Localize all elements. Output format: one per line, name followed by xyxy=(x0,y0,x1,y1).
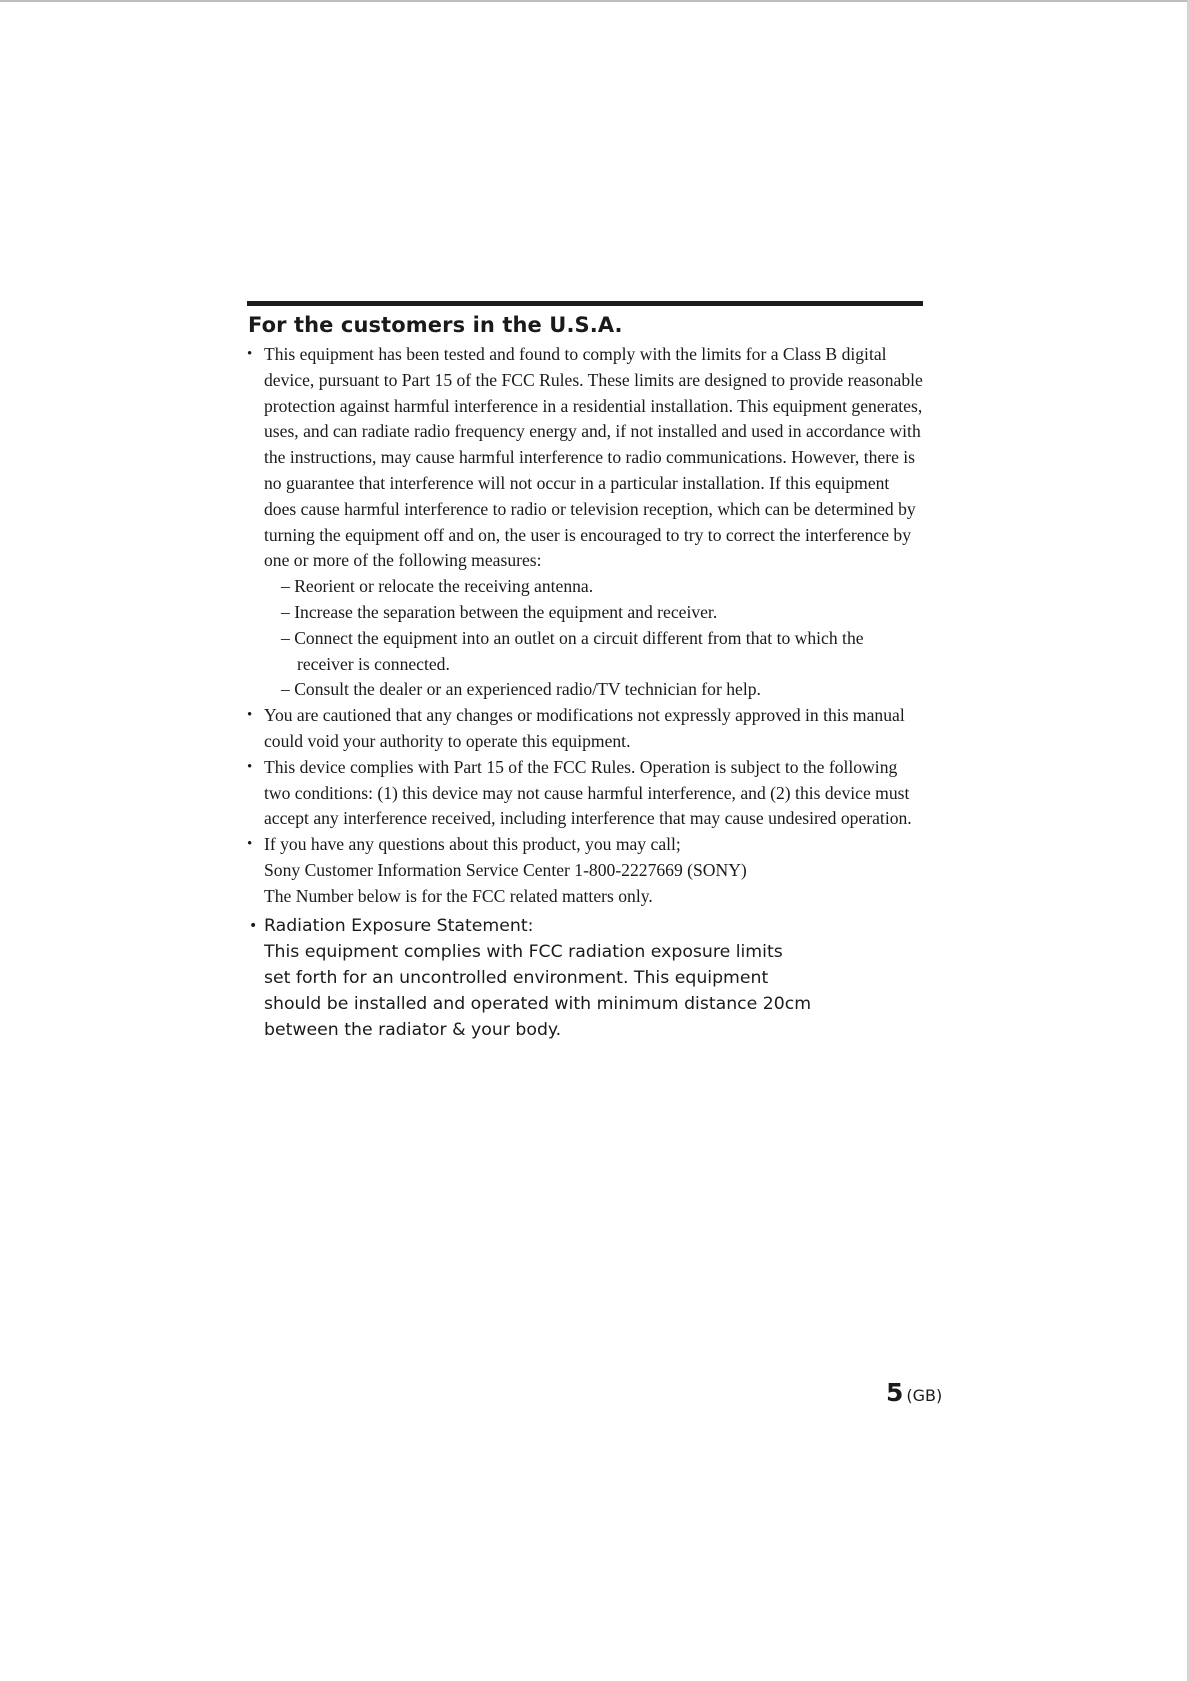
bullet-dot-icon: • xyxy=(249,917,258,934)
measure-item: – Increase the separation between the equipment and receiver. xyxy=(281,601,718,622)
page-number-suffix: (GB) xyxy=(906,1386,943,1405)
bullet-compliance xyxy=(247,342,923,703)
page-number xyxy=(886,1378,942,1407)
radiation-line: between the radiator & your body. xyxy=(264,1019,562,1040)
radiation-line: should be installed and operated with minimum distance 20cm xyxy=(264,993,812,1014)
radiation-statement xyxy=(247,913,923,1043)
measure-item: – Consult the dealer or an experienced radio/TV technician for help. xyxy=(281,679,761,700)
contact-line: • If you have any questions about this product, you may call; xyxy=(264,834,681,855)
section-title: For the customers in the U.S.A. xyxy=(248,313,623,337)
measure-item: – Reorient or relocate the receiving antenna. xyxy=(281,576,594,597)
fcc-section xyxy=(247,301,923,1043)
section-rule xyxy=(247,301,923,306)
compliance-text: • This equipment has been tested and found to comply with the limits for a Class B digital device, pursuant to Part 15 of the FCC Rules. These limits are designed to provide reasonable protection against harmful interference in a residential installation. This equipment generates, uses, and can radiate radio frequency energy and, if not installed and used in accordance with the instructions, may cause harmful interference to radio communications. However, there is no guarantee that interference will not occur in a particular installation. If this equipment does cause harmful interference to radio or television reception, which can be determined by turning the equipment off and on, the user is encouraged to try to correct the interference by one or more of the following measures: xyxy=(264,344,923,571)
fcc-text-block xyxy=(247,342,923,910)
measure-item: – Connect the equipment into an outlet on a circuit different from that to which the receiver is connected. xyxy=(281,627,864,674)
bullet-caution xyxy=(247,703,923,755)
bullet-part15 xyxy=(247,755,923,832)
caution-text: • You are cautioned that any changes or modifications not expressly approved in this manual could void your authority to operate this equipment. xyxy=(264,705,905,751)
page-number-value: 5 xyxy=(886,1378,904,1407)
radiation-heading: Radiation Exposure Statement: xyxy=(264,915,534,936)
page-top-edge xyxy=(0,0,1189,2)
contact-phone: Sony Customer Information Service Center 1-800-2227669 (SONY) xyxy=(264,859,747,880)
part15-text: • This device complies with Part 15 of the FCC Rules. Operation is subject to the following two conditions: (1) this device may not cause harmful interference, and (2) this device must accept any interference received, including interference that may cause undesired operation. xyxy=(264,756,912,829)
bullet-contact xyxy=(247,832,923,909)
radiation-line: This equipment complies with FCC radiation exposure limits xyxy=(264,941,783,962)
radiation-line: set forth for an uncontrolled environment. This equipment xyxy=(264,967,769,988)
contact-note: The Number below is for the FCC related matters only. xyxy=(264,885,653,906)
